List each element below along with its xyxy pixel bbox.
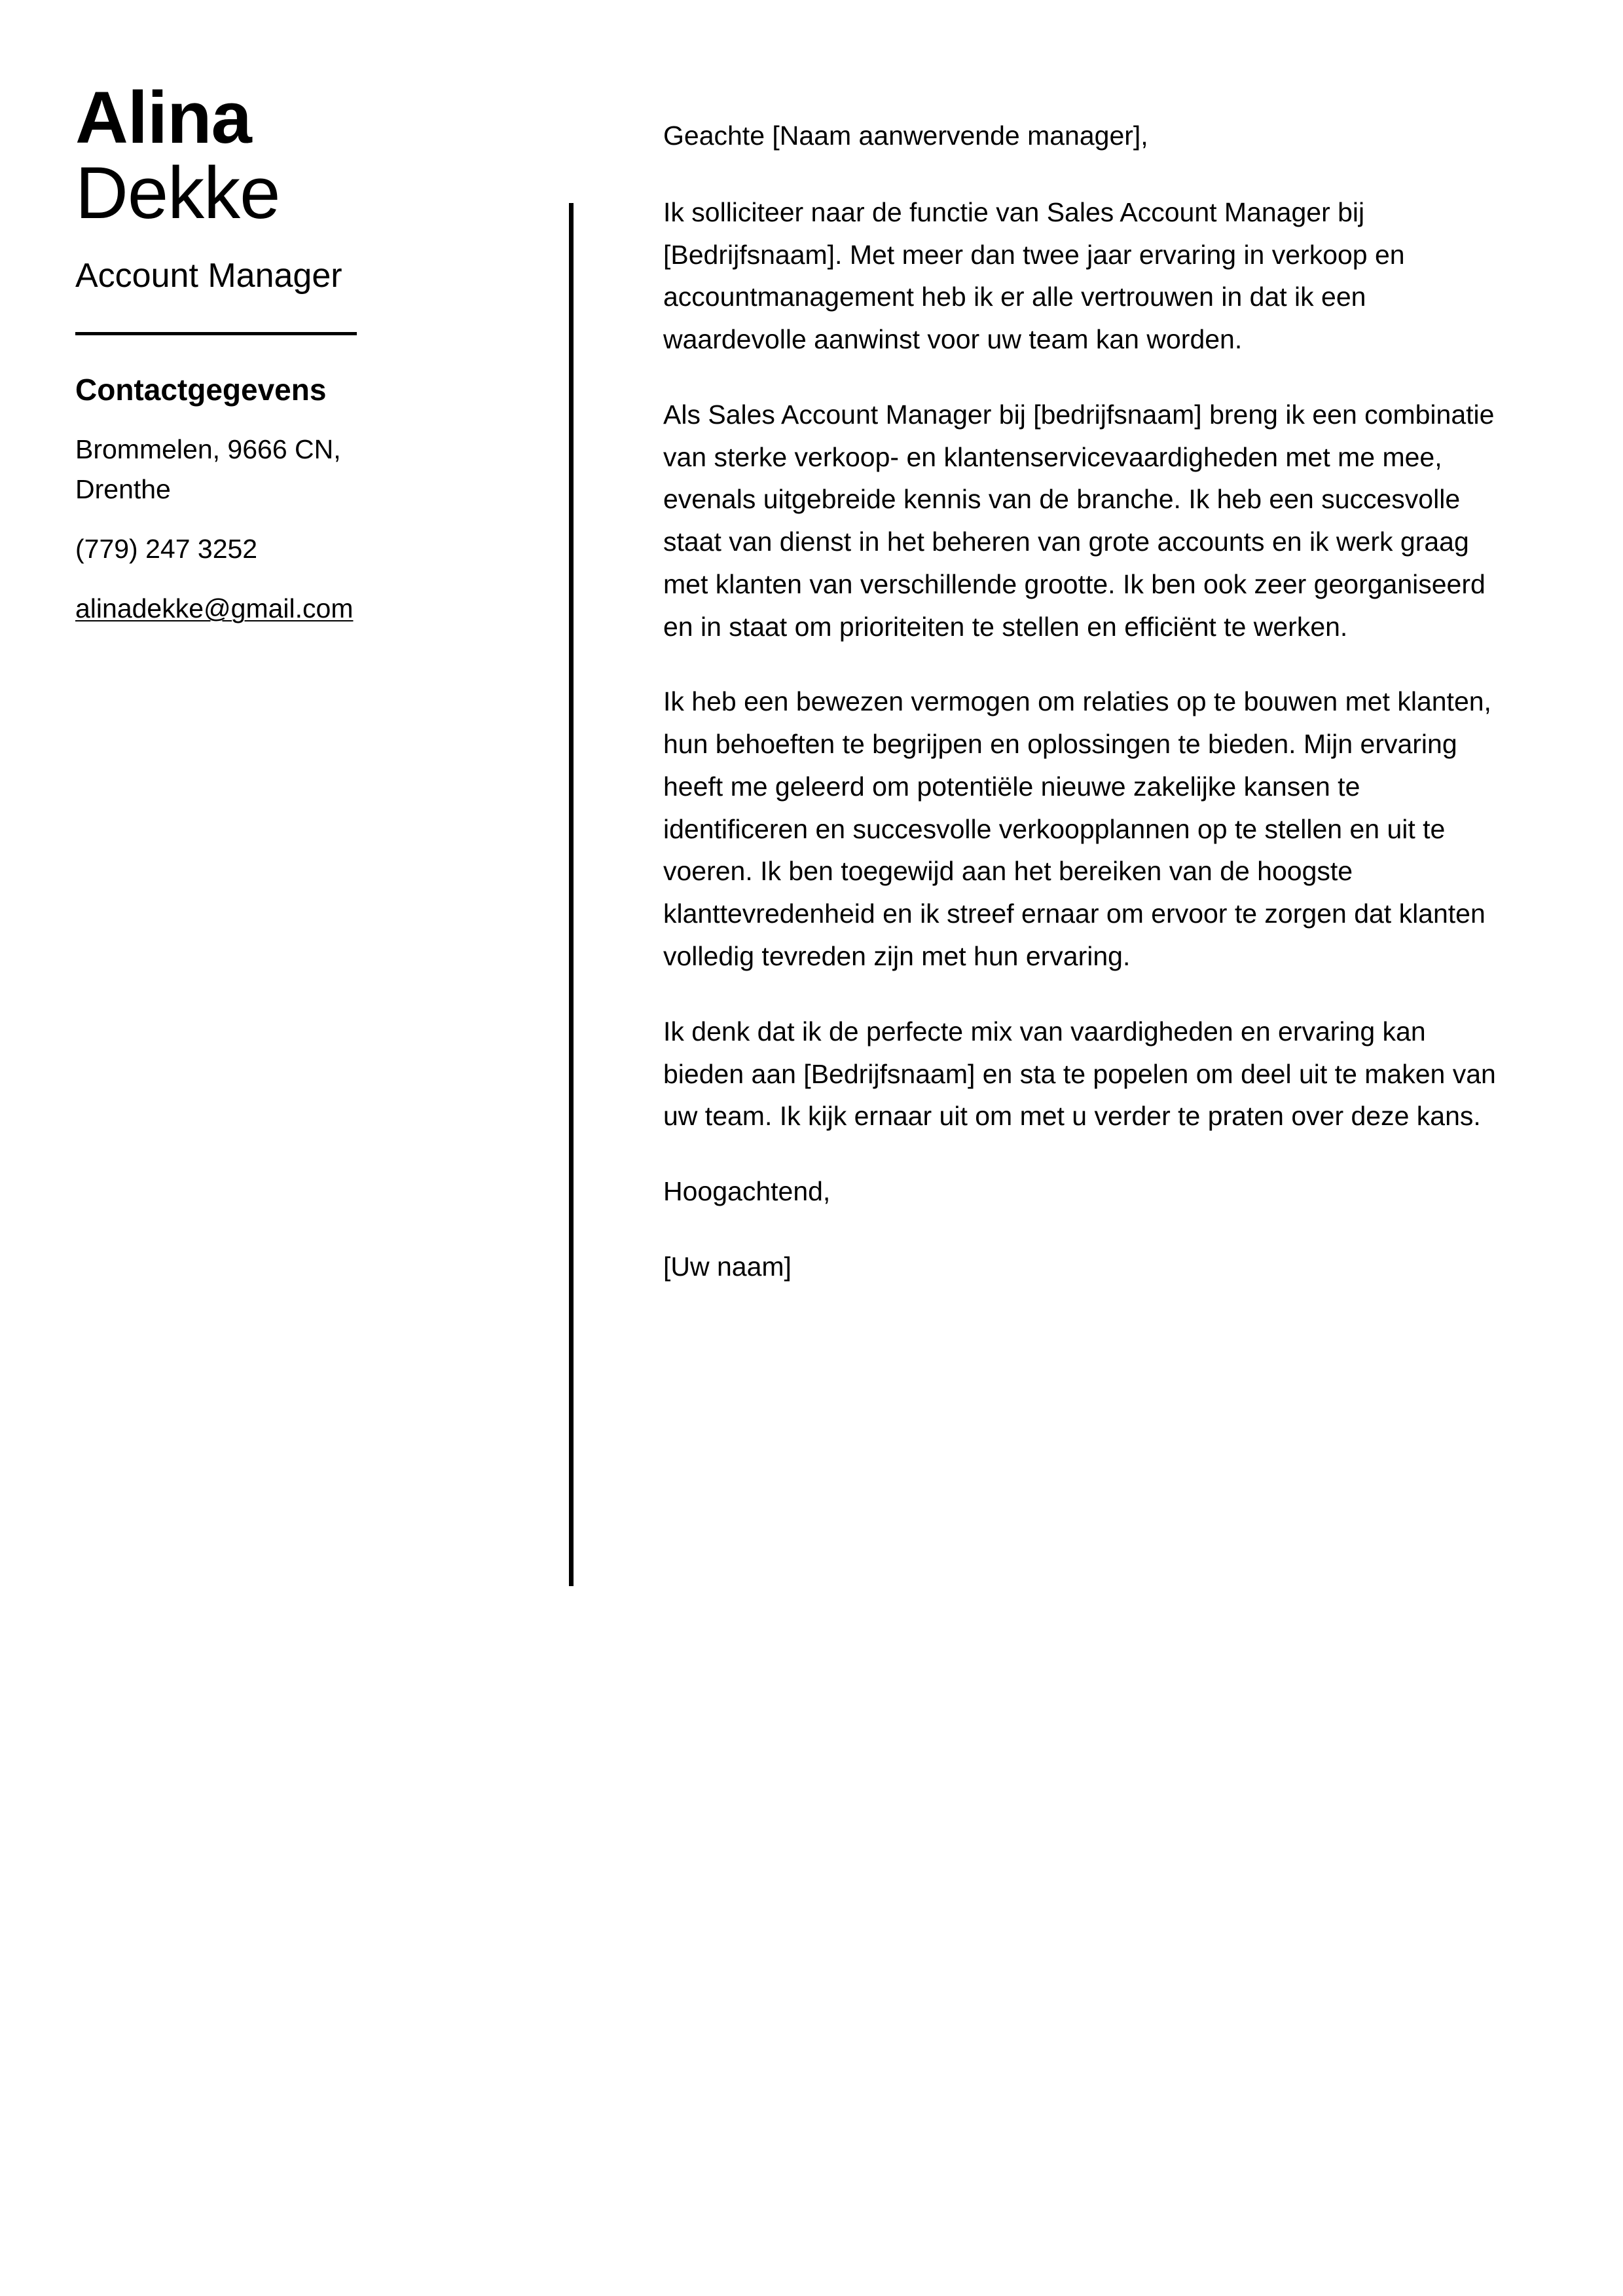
- contact-section-heading: Contactgegevens: [75, 373, 327, 407]
- sidebar-divider-rule: [75, 332, 357, 335]
- letter-salutation: Geachte [Naam aanwervende manager],: [663, 120, 1148, 151]
- letter-signature: [Uw naam]: [663, 1251, 792, 1282]
- letter-paragraph-2: Als Sales Account Manager bij [bedrijfsnaam] breng ik een combinatie van sterke verkoop- en klantenservicevaardigheden met me mee, evenals uitgebreide kennis van de branche. Ik heb een succesvolle staat van dienst in het beheren van grote accounts en ik werk graag met klanten van verschillende grootte. Ik ben ook zeer georganiseerd en in staat om prioriteiten te stellen en efficiënt te werken.: [663, 399, 1495, 642]
- letter-closing: Hoogachtend,: [663, 1176, 831, 1207]
- letter-paragraph-1: Ik solliciteer naar de functie van Sales Account Manager bij [Bedrijfsnaam]. Met meer dan twee jaar ervaring in verkoop en accountmanagement heb ik er alle vertrouwen in dat ik een waardevolle aanwinst voor uw team kan worden.: [663, 196, 1405, 355]
- first-name: Alina: [75, 77, 251, 158]
- letter-body: [663, 115, 1503, 1288]
- last-name: Dekke: [75, 151, 280, 234]
- applicant-name: [75, 79, 494, 233]
- letter-paragraph-3: Ik heb een bewezen vermogen om relaties op te bouwen met klanten, hun behoeften te begrijpen en oplossingen te bieden. Mijn ervaring heeft me geleerd om potentiële nieuwe zakelijke kansen te identificeren en succesvolle verkoopplannen op te stellen en uit te voeren. Ik ben toegewijd aan het bereiken van de hoogste klanttevredenheid en ik streef ernaar om ervoor te zorgen dat klanten volledig tevreden zijn met hun ervaring.: [663, 686, 1491, 972]
- sidebar: [75, 79, 494, 648]
- column-divider: [569, 203, 574, 1586]
- contact-address: Brommelen, 9666 CN, Drenthe: [75, 434, 341, 504]
- job-title: Account Manager: [75, 256, 342, 295]
- contact-list: [75, 430, 494, 648]
- contact-email-link[interactable]: alinadekke@gmail.com: [75, 593, 354, 624]
- contact-phone[interactable]: (779) 247 3252: [75, 533, 258, 564]
- letter-paragraph-4: Ik denk dat ik de perfecte mix van vaardigheden en ervaring kan bieden aan [Bedrijfsnaam] en sta te popelen om deel uit te maken van uw team. Ik kijk ernaar uit om met u verder te praten over deze kans.: [663, 1016, 1496, 1132]
